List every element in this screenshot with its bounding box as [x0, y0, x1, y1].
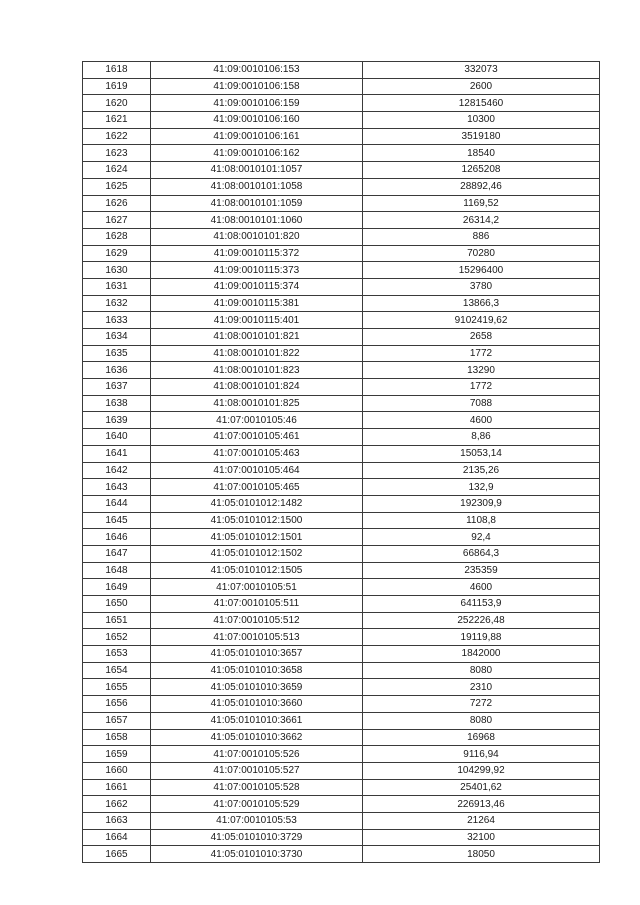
row-number-cell: 1665 [83, 846, 151, 863]
cadastral-number-cell: 41:09:0010106:160 [151, 112, 363, 129]
value-cell: 13866,3 [363, 295, 600, 312]
row-number-cell: 1629 [83, 245, 151, 262]
row-number-cell: 1641 [83, 445, 151, 462]
table-row [83, 796, 600, 813]
value-cell: 16968 [363, 729, 600, 746]
row-number-cell: 1650 [83, 596, 151, 613]
cadastral-number-cell: 41:05:0101010:3657 [151, 646, 363, 663]
table-row [83, 128, 600, 145]
value-cell: 2658 [363, 329, 600, 346]
row-number-cell: 1656 [83, 696, 151, 713]
cadastral-number-cell: 41:05:0101010:3729 [151, 829, 363, 846]
row-number-cell: 1647 [83, 545, 151, 562]
table-row [83, 329, 600, 346]
table-row [83, 779, 600, 796]
row-number-cell: 1630 [83, 262, 151, 279]
cadastral-number-cell: 41:08:0010101:825 [151, 395, 363, 412]
value-cell: 132,9 [363, 479, 600, 496]
table-row [83, 112, 600, 129]
cadastral-number-cell: 41:05:0101010:3661 [151, 712, 363, 729]
cadastral-number-cell: 41:05:0101010:3660 [151, 696, 363, 713]
table-row [83, 312, 600, 329]
row-number-cell: 1637 [83, 379, 151, 396]
table-row [83, 846, 600, 863]
cadastral-number-cell: 41:07:0010105:526 [151, 746, 363, 763]
row-number-cell: 1652 [83, 629, 151, 646]
value-cell: 332073 [363, 62, 600, 79]
cadastral-number-cell: 41:09:0010106:159 [151, 95, 363, 112]
cadastral-number-cell: 41:09:0010106:162 [151, 145, 363, 162]
cadastral-value-table [82, 61, 600, 863]
row-number-cell: 1642 [83, 462, 151, 479]
row-number-cell: 1621 [83, 112, 151, 129]
row-number-cell: 1638 [83, 395, 151, 412]
table-row [83, 729, 600, 746]
row-number-cell: 1653 [83, 646, 151, 663]
cadastral-number-cell: 41:08:0010101:822 [151, 345, 363, 362]
value-cell: 1842000 [363, 646, 600, 663]
cadastral-number-cell: 41:07:0010105:461 [151, 429, 363, 446]
table-row [83, 145, 600, 162]
value-cell: 226913,46 [363, 796, 600, 813]
row-number-cell: 1618 [83, 62, 151, 79]
table-row [83, 746, 600, 763]
value-cell: 1772 [363, 379, 600, 396]
cadastral-number-cell: 41:08:0010101:820 [151, 228, 363, 245]
value-cell: 15296400 [363, 262, 600, 279]
value-cell: 19119,88 [363, 629, 600, 646]
value-cell: 4600 [363, 412, 600, 429]
row-number-cell: 1619 [83, 78, 151, 95]
cadastral-number-cell: 41:05:0101010:3662 [151, 729, 363, 746]
table-row [83, 562, 600, 579]
value-cell: 1169,52 [363, 195, 600, 212]
table-row [83, 529, 600, 546]
cadastral-number-cell: 41:08:0010101:1058 [151, 178, 363, 195]
table-row [83, 629, 600, 646]
row-number-cell: 1627 [83, 212, 151, 229]
cadastral-number-cell: 41:07:0010105:529 [151, 796, 363, 813]
value-cell: 10300 [363, 112, 600, 129]
row-number-cell: 1645 [83, 512, 151, 529]
value-cell: 18050 [363, 846, 600, 863]
value-cell: 4600 [363, 579, 600, 596]
cadastral-number-cell: 41:09:0010115:381 [151, 295, 363, 312]
table-row [83, 679, 600, 696]
cadastral-number-cell: 41:08:0010101:1060 [151, 212, 363, 229]
value-cell: 66864,3 [363, 545, 600, 562]
cadastral-number-cell: 41:05:0101010:3659 [151, 679, 363, 696]
value-cell: 21264 [363, 812, 600, 829]
value-cell: 2310 [363, 679, 600, 696]
row-number-cell: 1628 [83, 228, 151, 245]
row-number-cell: 1643 [83, 479, 151, 496]
cadastral-number-cell: 41:09:0010106:158 [151, 78, 363, 95]
row-number-cell: 1664 [83, 829, 151, 846]
table-row [83, 228, 600, 245]
cadastral-number-cell: 41:07:0010105:513 [151, 629, 363, 646]
table-row [83, 245, 600, 262]
cadastral-number-cell: 41:07:0010105:51 [151, 579, 363, 596]
value-cell: 1108,8 [363, 512, 600, 529]
row-number-cell: 1662 [83, 796, 151, 813]
value-cell: 192309,9 [363, 495, 600, 512]
table-body [83, 62, 600, 863]
cadastral-number-cell: 41:05:0101010:3730 [151, 846, 363, 863]
cadastral-number-cell: 41:09:0010115:374 [151, 278, 363, 295]
cadastral-number-cell: 41:07:0010105:512 [151, 612, 363, 629]
row-number-cell: 1624 [83, 162, 151, 179]
table-row [83, 95, 600, 112]
value-cell: 2135,26 [363, 462, 600, 479]
value-cell: 641153,9 [363, 596, 600, 613]
row-number-cell: 1639 [83, 412, 151, 429]
row-number-cell: 1657 [83, 712, 151, 729]
row-number-cell: 1640 [83, 429, 151, 446]
value-cell: 235359 [363, 562, 600, 579]
cadastral-number-cell: 41:08:0010101:1057 [151, 162, 363, 179]
row-number-cell: 1663 [83, 812, 151, 829]
table-row [83, 278, 600, 295]
cadastral-number-cell: 41:07:0010105:465 [151, 479, 363, 496]
value-cell: 8080 [363, 662, 600, 679]
row-number-cell: 1649 [83, 579, 151, 596]
table-row [83, 596, 600, 613]
cadastral-number-cell: 41:07:0010105:463 [151, 445, 363, 462]
cadastral-number-cell: 41:05:0101010:3658 [151, 662, 363, 679]
row-number-cell: 1625 [83, 178, 151, 195]
table-row [83, 429, 600, 446]
table-row [83, 696, 600, 713]
row-number-cell: 1635 [83, 345, 151, 362]
cadastral-number-cell: 41:09:0010115:372 [151, 245, 363, 262]
table-row [83, 512, 600, 529]
table-row [83, 362, 600, 379]
row-number-cell: 1623 [83, 145, 151, 162]
value-cell: 1265208 [363, 162, 600, 179]
row-number-cell: 1659 [83, 746, 151, 763]
value-cell: 26314,2 [363, 212, 600, 229]
value-cell: 886 [363, 228, 600, 245]
row-number-cell: 1655 [83, 679, 151, 696]
table-row [83, 379, 600, 396]
row-number-cell: 1626 [83, 195, 151, 212]
cadastral-number-cell: 41:05:0101012:1482 [151, 495, 363, 512]
table-row [83, 445, 600, 462]
table-row [83, 646, 600, 663]
table-row [83, 545, 600, 562]
table-row [83, 395, 600, 412]
table-row [83, 295, 600, 312]
row-number-cell: 1622 [83, 128, 151, 145]
cadastral-number-cell: 41:05:0101012:1501 [151, 529, 363, 546]
row-number-cell: 1634 [83, 329, 151, 346]
value-cell: 32100 [363, 829, 600, 846]
table-row [83, 162, 600, 179]
row-number-cell: 1651 [83, 612, 151, 629]
value-cell: 15053,14 [363, 445, 600, 462]
cadastral-number-cell: 41:05:0101012:1502 [151, 545, 363, 562]
row-number-cell: 1633 [83, 312, 151, 329]
table-row [83, 812, 600, 829]
cadastral-number-cell: 41:07:0010105:528 [151, 779, 363, 796]
table-row [83, 195, 600, 212]
cadastral-number-cell: 41:09:0010106:161 [151, 128, 363, 145]
cadastral-number-cell: 41:07:0010105:527 [151, 762, 363, 779]
value-cell: 9116,94 [363, 746, 600, 763]
value-cell: 1772 [363, 345, 600, 362]
table-row [83, 262, 600, 279]
table-row [83, 178, 600, 195]
table-row [83, 479, 600, 496]
table-row [83, 712, 600, 729]
cadastral-number-cell: 41:08:0010101:1059 [151, 195, 363, 212]
value-cell: 28892,46 [363, 178, 600, 195]
table-row [83, 462, 600, 479]
table-row [83, 662, 600, 679]
value-cell: 252226,48 [363, 612, 600, 629]
cadastral-number-cell: 41:08:0010101:824 [151, 379, 363, 396]
row-number-cell: 1661 [83, 779, 151, 796]
row-number-cell: 1660 [83, 762, 151, 779]
value-cell: 8080 [363, 712, 600, 729]
value-cell: 25401,62 [363, 779, 600, 796]
row-number-cell: 1654 [83, 662, 151, 679]
cadastral-number-cell: 41:08:0010101:821 [151, 329, 363, 346]
value-cell: 12815460 [363, 95, 600, 112]
value-cell: 2600 [363, 78, 600, 95]
row-number-cell: 1648 [83, 562, 151, 579]
value-cell: 9102419,62 [363, 312, 600, 329]
value-cell: 7088 [363, 395, 600, 412]
value-cell: 3519180 [363, 128, 600, 145]
table-row [83, 345, 600, 362]
value-cell: 13290 [363, 362, 600, 379]
value-cell: 104299,92 [363, 762, 600, 779]
cadastral-number-cell: 41:08:0010101:823 [151, 362, 363, 379]
row-number-cell: 1636 [83, 362, 151, 379]
table-row [83, 762, 600, 779]
cadastral-number-cell: 41:07:0010105:511 [151, 596, 363, 613]
value-cell: 92,4 [363, 529, 600, 546]
table-row [83, 412, 600, 429]
row-number-cell: 1646 [83, 529, 151, 546]
row-number-cell: 1644 [83, 495, 151, 512]
row-number-cell: 1632 [83, 295, 151, 312]
table-row [83, 495, 600, 512]
row-number-cell: 1620 [83, 95, 151, 112]
table-row [83, 62, 600, 79]
table-row [83, 78, 600, 95]
cadastral-number-cell: 41:09:0010106:153 [151, 62, 363, 79]
value-cell: 7272 [363, 696, 600, 713]
cadastral-number-cell: 41:05:0101012:1505 [151, 562, 363, 579]
cadastral-number-cell: 41:09:0010115:373 [151, 262, 363, 279]
cadastral-number-cell: 41:09:0010115:401 [151, 312, 363, 329]
table-row [83, 829, 600, 846]
cadastral-number-cell: 41:07:0010105:53 [151, 812, 363, 829]
table-row [83, 579, 600, 596]
cadastral-number-cell: 41:07:0010105:464 [151, 462, 363, 479]
value-cell: 8,86 [363, 429, 600, 446]
table-row [83, 612, 600, 629]
cadastral-number-cell: 41:07:0010105:46 [151, 412, 363, 429]
row-number-cell: 1631 [83, 278, 151, 295]
table-row [83, 212, 600, 229]
row-number-cell: 1658 [83, 729, 151, 746]
value-cell: 70280 [363, 245, 600, 262]
cadastral-number-cell: 41:05:0101012:1500 [151, 512, 363, 529]
value-cell: 3780 [363, 278, 600, 295]
value-cell: 18540 [363, 145, 600, 162]
